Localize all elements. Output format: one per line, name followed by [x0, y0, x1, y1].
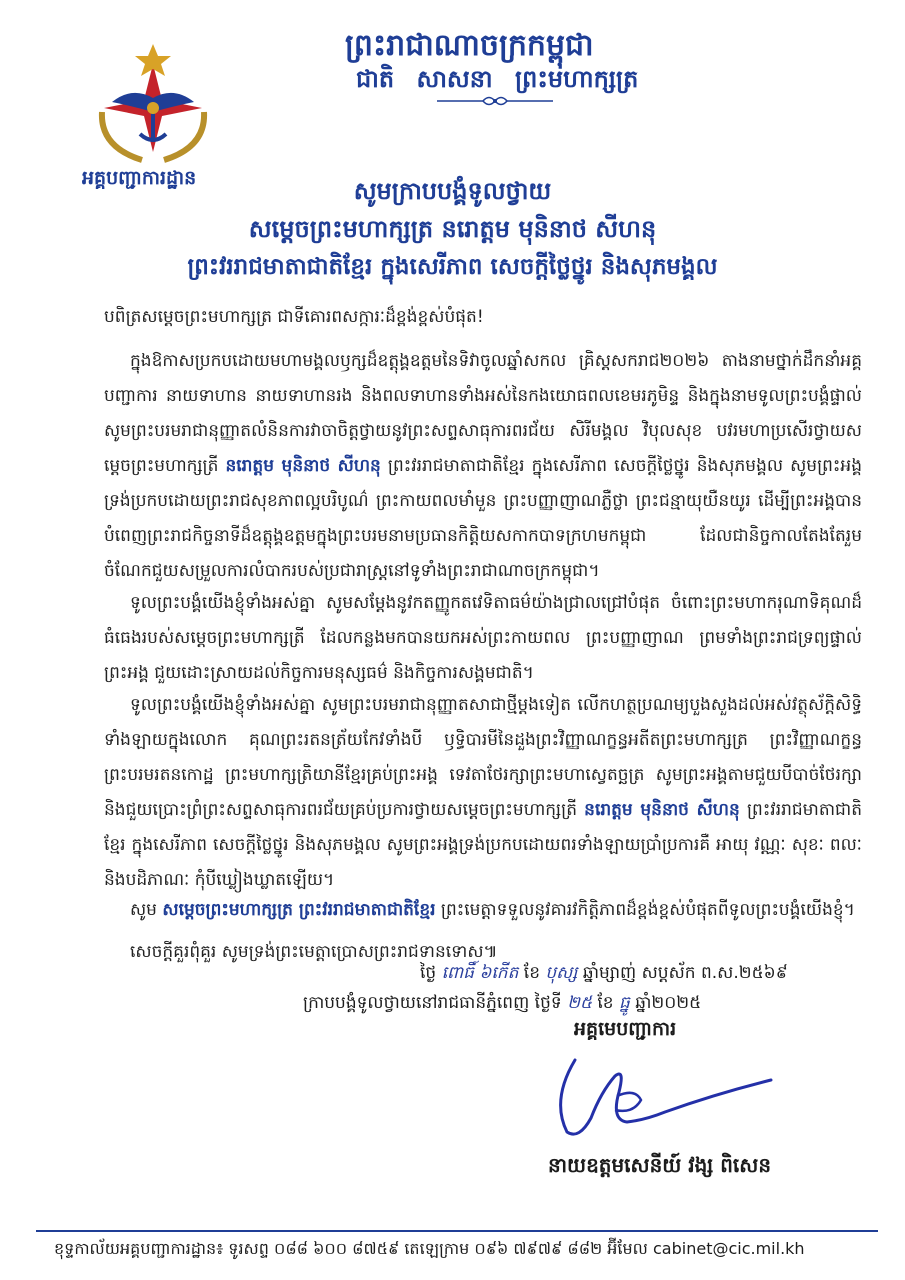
greeting-line: បពិត្រសម្តេចព្រះមហាក្សត្រ ជាទីគោរពសក្ការៈដ៏ខ្ពង់ខ្ពស់បំផុត! — [104, 307, 484, 327]
date-text: ខែ — [523, 963, 540, 983]
paragraph-text: ក្នុងឱកាសប្រកបដោយមហាមង្គលឫក្សដ៏ឧត្តុង្គឧត្តមនៃទិវាចូលឆ្នាំសកល គ្រិស្តសករាជ២០២៦ តាងនាមថ្នាក់ដឹកនាំអគ្គបញ្ជាការ នាយទាហាន នាយទាហានរង និងពលទាហានទាំងអស់នៃកងយោធពលខេមរភូមិន្ទ និងក្នុងនាមទូលព្រះបង្គំផ្ទាល់ សូមព្រះបរមរាជានុញ្ញាតលំនិនការវាចាចិត្តថ្វាយនូវព្រះសព្ទសាធុការពរជ័យ សិរីមង្គល វិបុលសុខ បវរមហាប្រសើរថ្វាយសម្តេចព្រះមហាក្សត្រី — [104, 351, 862, 476]
handwritten-value: បុស្ស — [545, 963, 578, 983]
handwritten-value: ២៥ — [567, 993, 592, 1013]
paragraph-text: ទូលព្រះបង្គំយើងខ្ញុំទាំងអស់គ្នា សូមព្រះបរមរាជានុញ្ញាតសាជាថ្មីម្តងទៀត លើកហត្ថប្រណម្យបួងសួងដល់អស់វត្ថុស័ក្តិសិទ្ធិទាំងឡាយក្នុងលោក គុណព្រះរតនត្រ័យកែវទាំងបី ឫទ្ធិបារមីនៃដួងព្រះវិញ្ញាណក្ខន្ធអតីតព្រះមហាក្សត្រ ព្រះវិញ្ញាណក្ខន្ធព្រះបរមរតនកោដ្ឋ ព្រះមហាក្សត្រិយានីខ្មែរគ្រប់ព្រះអង្គ ទេវតាថែរក្សាព្រះមហាស្វេតច្ឆត្រ សូមព្រះអង្គតាមជួយបីបាច់ថែរក្សា និងជួយប្រោះព្រំព្រះសព្ទសាធុការពរជ័យគ្រប់ប្រការថ្វាយសម្តេចព្រះមហាក្សត្រី — [104, 695, 862, 820]
paragraph-wishes — [104, 344, 862, 589]
date-text: ខែ — [597, 993, 614, 1013]
highlighted-name: នរោត្តម មុនិនាថ សីហនុ — [225, 456, 381, 476]
signatory-title: អគ្គមេបញ្ជាការ — [574, 1018, 677, 1040]
date-text: ក្រាបបង្គំទូលថ្វាយនៅរាជធានីភ្នំពេញ ថ្ងៃទី — [303, 993, 562, 1013]
handwritten-value: ពោធិ៍ ៦កើត — [441, 963, 519, 983]
solar-date — [303, 992, 701, 1017]
divider-ornament-icon — [435, 94, 555, 108]
contact-text: ខុទ្ទកាល័យអគ្គបញ្ជាការដ្ឋាន៖ ទូរសព្ទ ០៨៨ ៦០០ ៨៧៥៩ តេឡេក្រាម ០៩៦ ៧៩៧៩ ៨៨២ អ៊ីមែល — [54, 1239, 648, 1258]
paragraph-text: ព្រះមេត្តាទទួលនូវគារវកិត្តិភាពដ៏ខ្ពង់ខ្ពស់បំផុតពីទូលព្រះបង្គំយើងខ្ញុំ។ — [440, 900, 855, 920]
handwritten-signature-icon — [545, 1040, 785, 1140]
highlighted-name: នរោត្តម មុនិនាថ សីហនុ — [584, 800, 740, 820]
email-address: cabinet@cic.mil.kh — [653, 1239, 805, 1258]
organization-name: អគ្គបញ្ជាការដ្ឋាន — [82, 167, 197, 189]
paragraph-text: សូម — [130, 900, 157, 920]
recipient-subtitle: ព្រះវររាជមាតាជាតិខ្មែរ ក្នុងសេរីភាព សេចក្តីថ្លៃថ្នូរ និងសុភមង្គល — [187, 254, 718, 280]
paragraph-respect — [104, 893, 862, 928]
footer-contact — [54, 1238, 874, 1262]
paragraph-text: ព្រះវររាជមាតាជាតិខ្មែរ ក្នុងសេរីភាព សេចក្តីថ្លៃថ្នូរ និងសុភមង្គល សូមព្រះអង្គទ្រង់ប្រកបដោយព្រះរាជសុខភាពល្អបរិបូណ៌ ព្រះកាយពលមាំមួន ព្រះបញ្ញាញាណភ្លឺថ្លា ព្រះជន្មាយុយឺនយូរ ដើម្បីព្រះអង្គបានបំពេញព្រះរាជកិច្ចនាទីដ៏ឧត្តុង្គឧត្តមក្នុងព្រះបរមនាមប្រធានកិត្តិយសកាកបាទក្រហមកម្ពុជា ដែលជានិច្ចកាលតែងតែរួមចំណែកជួយសម្រួលការលំបាករបស់ប្រជារាស្ត្រនៅទូទាំងព្រះរាជាណាចក្រកម្ពុជា។ — [104, 456, 862, 581]
lunar-date — [420, 962, 788, 987]
salutation-title: សូមក្រាបបង្គំទូលថ្វាយ — [353, 177, 552, 205]
armed-forces-emblem-icon — [82, 42, 224, 166]
footer-divider — [36, 1230, 878, 1232]
highlighted-name: សម្តេចព្រះមហាក្សត្រ ព្រះវររាជមាតាជាតិខ្មែរ — [162, 900, 436, 920]
signatory-name: នាយឧត្តមសេនីយ៍ វង្ស ពិសេន — [548, 1153, 772, 1177]
handwritten-value: ធ្នូ — [618, 993, 630, 1013]
kingdom-heading: ព្រះរាជាណាចក្រកម្ពុជា — [345, 28, 594, 63]
national-motto: ជាតិ សាសនា ព្រះមហាក្សត្រ — [356, 65, 639, 93]
paragraph-text: ព្រះវររាជមាតាជាតិខ្មែរ ក្នុងសេរីភាព សេចក្តីថ្លៃថ្នូរ និងសុភមង្គល សូមព្រះអង្គទ្រង់ប្រកបដោយពរទាំងឡាយប្រាំប្រការគឺ អាយុ វណ្ណៈ សុខៈ ពលៈ និងបដិភាណៈ កុំបីឃ្លៀងឃ្លាតឡើយ។ — [104, 800, 863, 890]
closing-line: សេចក្តីគួរពុំគួរ សូមទ្រង់ព្រះមេត្តាប្រោសព្រះរាជទានទោស៕ — [130, 942, 498, 962]
date-text: ថ្ងៃ — [420, 963, 437, 983]
paragraph-gratitude: ទូលព្រះបង្គំយើងខ្ញុំទាំងអស់គ្នា សូមសម្តែងនូវកតញ្ញូកតវេទិតាធម៌យ៉ាងជ្រាលជ្រៅបំផុត ចំពោះព្រះមហាករុណាទិគុណដ៏ធំធេងរបស់សម្តេចព្រះមហាក្សត្រី ដែលកន្លងមកបានយកអស់ព្រះកាយពល ព្រះបញ្ញាញាណ ព្រមទាំងព្រះរាជទ្រព្យផ្ទាល់ព្រះអង្គ ជួយដោះស្រាយដល់កិច្ចការមនុស្សធម៌ និងកិច្ចការសង្គមជាតិ។ — [104, 593, 862, 683]
date-text: ឆ្នាំម្សាញ់ សប្តស័ក ព.ស.២៥៦៩ — [582, 963, 788, 983]
paragraph-blessings — [104, 688, 862, 898]
recipient-title: សម្តេចព្រះមហាក្សត្រ នរោត្តម មុនិនាថ សីហនុ — [248, 215, 657, 243]
date-text: ឆ្នាំ២០២៥ — [635, 993, 702, 1013]
